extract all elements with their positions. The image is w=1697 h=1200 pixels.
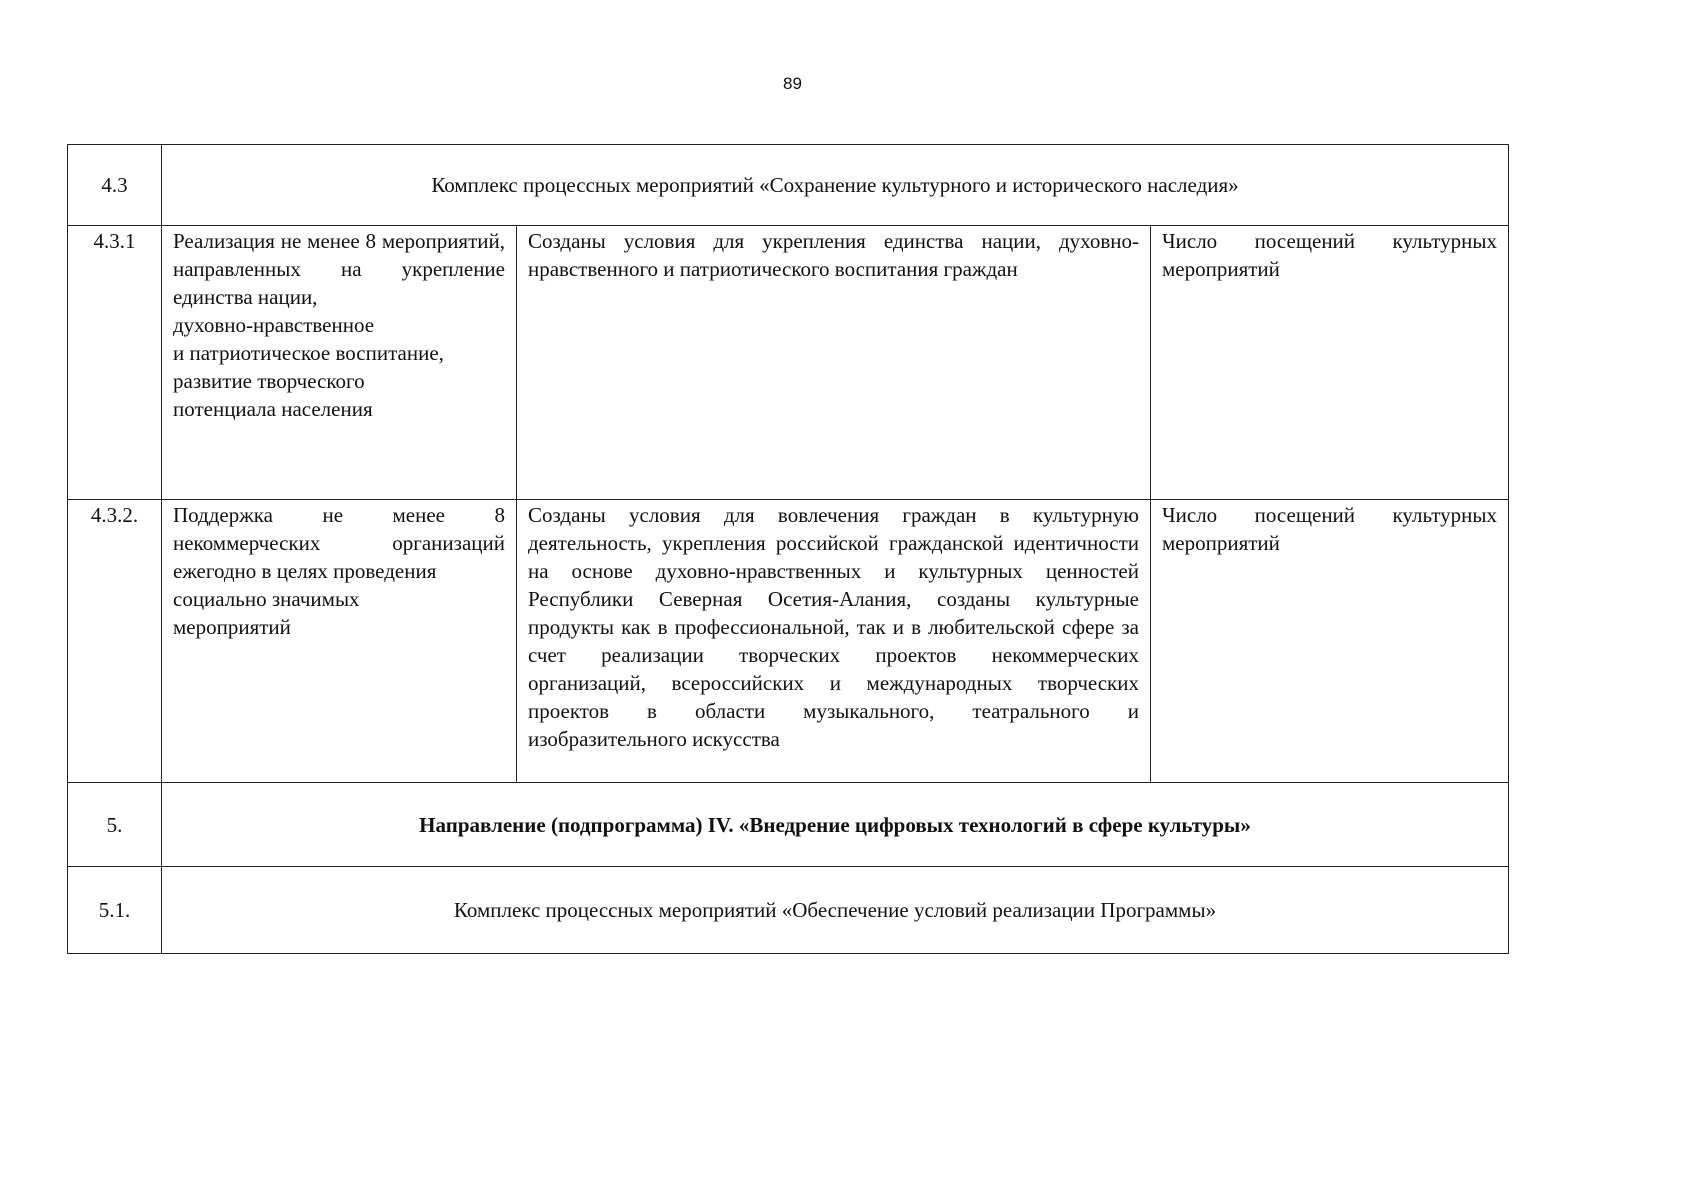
result-cell: Созданы условия для укрепления единства нации, духовно-нравственного и патриотического воспитания граждан: [517, 226, 1151, 500]
table-row: [68, 867, 1509, 954]
row-number: 4.3.2.: [68, 500, 162, 783]
table-row: [68, 226, 1509, 500]
task-text-line: духовно-нравственное: [173, 313, 375, 337]
task-cell: [162, 500, 517, 783]
task-text: Поддержка не менее 8 некоммерческих организаций ежегодно в целях проведения: [173, 503, 505, 583]
table-row: [68, 145, 1509, 226]
section-title: Комплекс процессных мероприятий «Обеспечение условий реализации Программы»: [162, 867, 1509, 954]
row-number: 4.3: [68, 145, 162, 226]
table-row: [68, 783, 1509, 867]
task-cell: [162, 226, 517, 500]
task-text-line: социально значимых: [173, 587, 360, 611]
result-cell: Созданы условия для вовлечения граждан в культурную деятельность, укрепления российской гражданской идентичности на основе духовно-нравственных и культурных ценностей Республики Северная Осетия-Алания, созданы культурные продукты как в профессиональной, так и в любительской сфере за счет реализации творческих проектов некоммерческих организаций, всероссийских и международных творческих проектов в области музыкального, театрального и изобразительного искусства: [517, 500, 1151, 783]
row-number: 5.1.: [68, 867, 162, 954]
indicator-cell: Число посещений культурных мероприятий: [1151, 500, 1509, 783]
section-title: Направление (подпрограмма) IV. «Внедрение цифровых технологий в сфере культуры»: [162, 783, 1509, 867]
row-number: 5.: [68, 783, 162, 867]
table-row: [68, 500, 1509, 783]
program-activities-table: [67, 144, 1509, 954]
task-text-line: мероприятий: [173, 615, 291, 639]
row-number: 4.3.1: [68, 226, 162, 500]
indicator-cell: Число посещений культурных мероприятий: [1151, 226, 1509, 500]
page-number: 89: [783, 74, 802, 93]
task-text-line: потенциала населения: [173, 397, 373, 421]
task-text: Реализация не менее 8 мероприятий, направленных на укрепление единства нации,: [173, 229, 505, 309]
section-title: Комплекс процессных мероприятий «Сохранение культурного и исторического наследия»: [162, 145, 1509, 226]
task-text-line: развитие творческого: [173, 369, 365, 393]
task-text-line: и патриотическое воспитание,: [173, 341, 444, 365]
